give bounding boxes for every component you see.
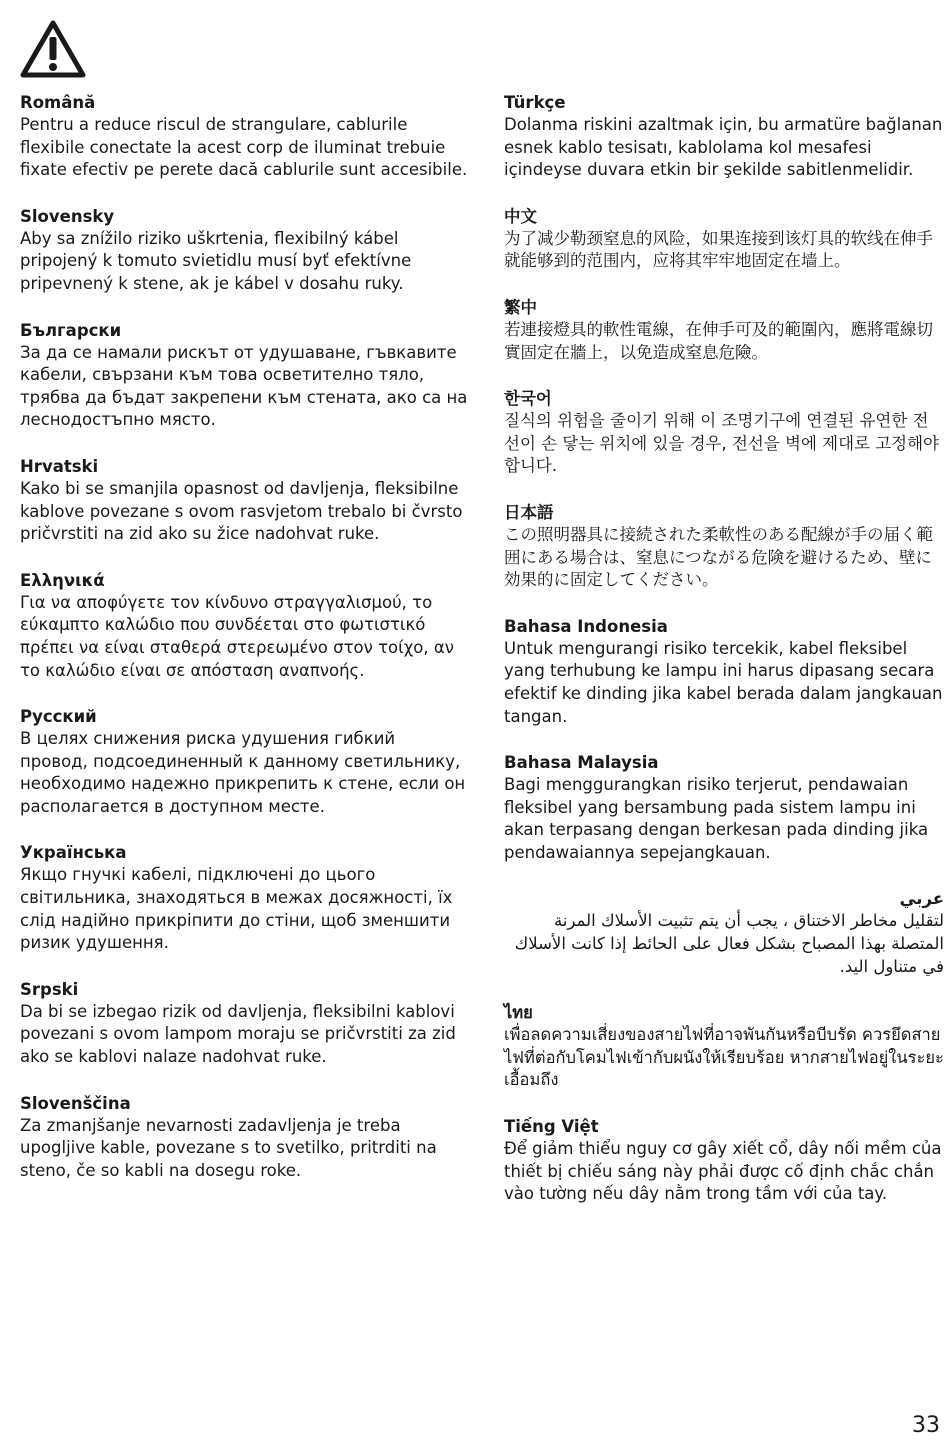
lang-text: Pentru a reduce riscul de strangulare, cablurile flexibile conectate la acest corp de iluminat trebuie fixate efectiv pe perete dacă cablurile sunt accesibile. [20, 115, 468, 180]
lang-text: この照明器具に接続された柔軟性のある配線が手の届く範囲にある場合は、窒息につながる危険を避けるため、壁に効果的に固定してください。 [504, 524, 933, 590]
lang-text: Aby sa znížilo riziko uškrtenia, flexibilný kábel pripojený k tomuto svietidlu musí byť efektívne pripevnený k stene, ak je kábel v dosahu ruky. [20, 228, 412, 293]
lang-title: Tiếng Việt [504, 1117, 599, 1137]
section-chinese-simplified [504, 206, 944, 273]
right-column [504, 92, 944, 1230]
lang-title: Türkçe [504, 93, 566, 112]
section-bulgarian [20, 320, 468, 432]
section-japanese [504, 502, 944, 592]
lang-text: Untuk mengurangi risiko tercekik, kabel fleksibel yang terhubung ke lampu ini harus dipasang secara efektif ke dinding jika kabel berada dalam jangkauan tangan. [504, 638, 943, 726]
lang-text: Để giảm thiểu nguy cơ gây xiết cổ, dây nối mềm của thiết bị chiếu sáng này phải được cố định chắc chắn vào tường nếu dây nằm trong tầm với của tay. [504, 1139, 942, 1204]
lang-title: Bahasa Malaysia [504, 753, 659, 773]
lang-text: 为了减少勒颈窒息的风险，如果连接到该灯具的软线在伸手就能够到的范围内，应将其牢牢地固定在墙上。 [504, 228, 933, 271]
lang-title: 日本語 [504, 502, 554, 522]
lang-title: Română [20, 93, 96, 112]
section-thai [504, 1002, 944, 1092]
section-bahasa-indonesia [504, 616, 944, 728]
section-slovensky [20, 206, 468, 296]
section-chinese-traditional [504, 297, 944, 364]
section-srpski [20, 979, 468, 1069]
lang-title: Bahasa Indonesia [504, 616, 668, 636]
section-ukrainian [20, 842, 468, 954]
lang-title: Srpski [20, 979, 79, 999]
lang-title: Русский [20, 707, 97, 727]
left-column [20, 92, 468, 1206]
section-turkce [504, 92, 944, 182]
section-russian [20, 706, 468, 818]
lang-text: Kako bi se smanjila opasnost od davljenja, fleksibilne kablove povezane s ovom rasvjetom trebalo bi čvrsto pričvrstiti na zid ako su žice nadohvat ruke. [20, 478, 463, 544]
lang-text: Bagi menggurangkan risiko terjerut, pendawaian fleksibel yang bersambung pada sistem lampu ini akan terpasang dengan berkesan pada dinding jika pendawaiannya sepejangkauan. [504, 775, 929, 862]
section-hrvatski [20, 456, 468, 546]
lang-text: เพื่อลดความเสี่ยงของสายไฟที่อาจพันกันหรือบีบรัด ควรยึดสายไฟที่ต่อกับโคมไฟเข้ากับผนังให้เรียบร้อย หากสายไฟอยู่ในระยะเอื้อมถึง [504, 1025, 944, 1090]
lang-text: В целях снижения риска удушения гибкий провод, подсоединенный к данному светильнику, необходимо надежно прикрепить к стене, если он располагается в доступном месте. [20, 729, 466, 816]
section-bahasa-malaysia [504, 752, 944, 864]
section-korean [504, 388, 944, 478]
section-arabic [504, 888, 944, 978]
section-greek [20, 570, 468, 682]
lang-title: Slovensky [20, 206, 115, 226]
lang-text: Якщо гнучкі кабелі, підключені до цього світильника, знаходяться в межах досяжності, їх слід надійно прикріпити до стіни, щоб зменшити ризик удушення. [20, 865, 453, 953]
section-slovenscina [20, 1093, 468, 1183]
lang-title: ไทย [504, 1003, 533, 1023]
lang-title: Slovenščina [20, 1093, 131, 1113]
page-number: 33 [912, 1413, 940, 1438]
lang-title: Български [20, 320, 122, 340]
lang-text: 若連接燈具的軟性電線，在伸手可及的範圍內，應將電線切實固定在牆上，以免造成窒息危險。 [504, 319, 933, 362]
lang-title: Українська [20, 843, 127, 863]
lang-text: 질식의 위험을 줄이기 위해 이 조명기구에 연결된 유연한 전선이 손 닿는 위치에 있을 경우, 전선을 벽에 제대로 고정해야 합니다. [504, 411, 939, 476]
lang-text: За да се намали рискът от удушаване, гъвкавите кабели, свързани към това осветително тяло, трябва да бъдат закрепени към стената, ако са на леснодостъпно място. [20, 342, 468, 430]
lang-title: 한국어 [504, 389, 552, 409]
lang-text: لتقليل مخاطر الاختناق ، يجب أن يتم تثبيت الأسلاك المرنة المتصلة بهذا المصباح بشكل فعال على الحائط إذا كانت الأسلاك في متناول اليد. [514, 911, 944, 976]
lang-title: 中文 [504, 206, 537, 226]
lang-text: Da bi se izbegao rizik od davljenja, fleksibilni kablovi povezani s ovom lampom moraju se pričvrstiti za zid ako se kablovi nalaze nadohvat ruke. [20, 1001, 456, 1067]
lang-title: Ελληνικά [20, 570, 105, 590]
lang-text: Dolanma riskini azaltmak için, bu armatüre bağlanan esnek kablo tesisatı, kablolama kol mesafesi içindeyse duvara etkin bir şekilde sabitlenmelidir. [504, 115, 943, 180]
lang-text: Za zmanjšanje nevarnosti zadavljenja je treba upogljive kable, povezane s to svetilko, pritrditi na steno, če so kabli na dosegu roke. [20, 1115, 437, 1180]
lang-text: Για να αποφύγετε τον κίνδυνο στραγγαλισμού, το εύκαμπτο καλώδιο που συνδέεται στο φωτιστικό πρέπει να είναι σταθερά στερεωμένο στον τοίχο, αν το καλώδιο είναι σε απόσταση αναπνοής. [20, 592, 454, 680]
section-vietnamese [504, 1116, 944, 1206]
lang-title: عربي [899, 889, 944, 909]
lang-title: Hrvatski [20, 456, 99, 476]
section-romana [20, 92, 468, 182]
warning-triangle-icon [19, 19, 87, 79]
lang-title: 繁中 [504, 297, 537, 317]
